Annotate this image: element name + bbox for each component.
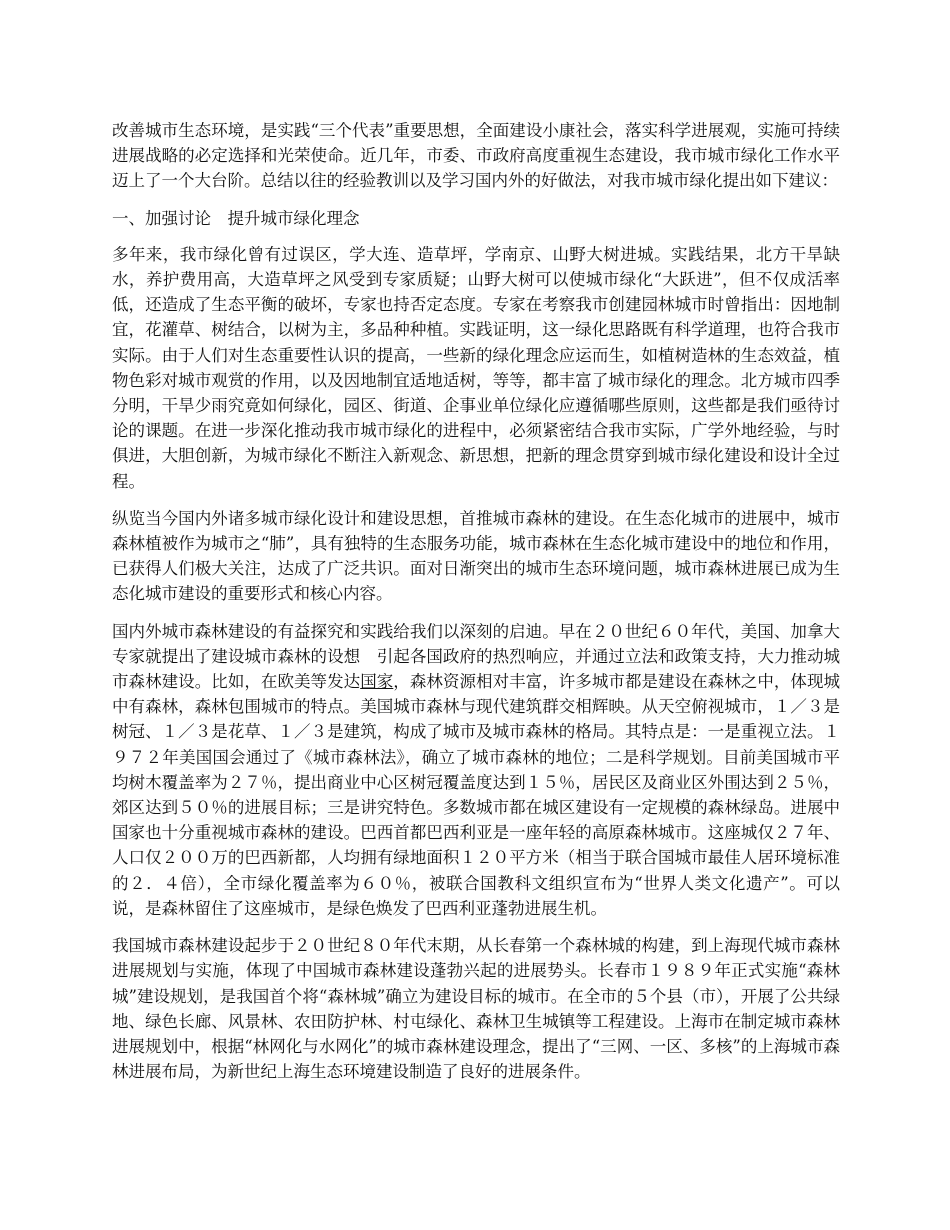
paragraph-china-experience: 我国城市森林建设起步于２０世纪８０年代末期，从长春第一个森林城的构建，到上海现代城市森林进展规划与实施，体现了中国城市森林建设蓬勃兴起的进展势头。长春市１９８９年正式实施“森林城”建设规划，是我国首个将“森林城”确立为建设目标的城市。在全市的５个县（市），开展了公共绿地、绿色长廊、风景林、农田防护林、村屯绿化、森林卫生城镇等工程建设。上海市在制定城市森林进展规划中，根据“林网化与水网化”的城市森林建设理念，提出了“三网、一区、多核”的上海城市森林进展布局，为新世纪上海生态环境建设制造了良好的进展条件。 — [112, 936, 840, 1082]
paragraph-urban-forest: 纵览当今国内外诸多城市绿化设计和建设思想，首推城市森林的建设。在生态化城市的进展中，城市森林植被作为城市之“肺”，具有独特的生态服务功能，城市森林在生态化城市建设中的地位和作用，已获得人们极大关注，达成了广泛共识。面对日渐突出的城市生态环境问题，城市森林进展已成为生态化城市建设的重要形式和核心内容。 — [112, 508, 840, 604]
paragraph-greening-concepts: 多年来，我市绿化曾有过误区，学大连、造草坪，学南京、山野大树进城。实践结果，北方干旱缺水，养护费用高，大造草坪之风受到专家质疑；山野大树可以使城市绿化“大跃进”，但不仅成活率低，还造成了生态平衡的破坏，专家也持否定态度。专家在考察我市创建园林城市时曾指出：因地制宜，花灌草、树结合，以树为主，多品种种植。实践证明，这一绿化思路既有科学道理，也符合我市实际。由于人们对生态重要性认识的提高，一些新的绿化理念应运而生，如植树造林的生态效益，植物色彩对城市观赏的作用，以及因地制宜适地适树，等等，都丰富了城市绿化的理念。北方城市四季分明，干旱少雨究竟如何绿化，园区、街道、企事业单位绿化应遵循哪些原则，这些都是我们亟待讨论的课题。在进一步深化推动我市城市绿化的进程中，必须紧密结合我市实际，广学外地经验，与时俱进，大胆创新，为城市绿化不断注入新观念、新思想，把新的理念贯穿到城市绿化建设和设计全过程。 — [112, 244, 840, 491]
section-heading: 一、加强讨论 提升城市绿化理念 — [112, 208, 360, 228]
country-link[interactable]: 国家 — [360, 672, 394, 692]
intro-paragraph: 改善城市生态环境，是实践“三个代表”重要思想，全面建设小康社会，落实科学进展观，实施可持续进展战略的必定选择和光荣使命。近几年，市委、市政府高度重视生态建设，我市城市绿化工作水平迈上了一个大台阶。总结以往的经验教训以及学习国内外的好做法，对我市城市绿化提出如下建议： — [112, 121, 840, 191]
paragraph-text: 国内外城市森林建设的有益探究和实践给我们以深刻的启迪。早在２０世纪６０年代，美国、加拿大专家就提出了建设城市森林的设想 引起各国政府的热烈响应，并通过立法和政策支持，大力推动城市森林建设。比如，在欧美等发达 — [112, 621, 840, 692]
document-body — [112, 118, 840, 1096]
paragraph-international-experience — [112, 619, 840, 921]
paragraph-text: ，森林资源相对丰富，许多城市都是建设在森林之中，体现城中有森林，森林包围城市的特点。美国城市森林与现代建筑群交相辉映。从天空俯视城市，１／３是树冠、１／３是花草、１／３是建筑，构成了城市及城市森林的格局。其特点是：一是重视立法。１９７２年美国国会通过了《城市森林法》，确立了城市森林的地位；二是科学规划。目前美国城市平均树木覆盖率为２７％，提出商业中心区树冠覆盖度达到１５％，居民区及商业区外围达到２５％，郊区达到５０％的进展目标；三是讲究特色。多数城市都在城区建设有一定规模的森林绿岛。进展中国家也十分重视城市森林的建设。巴西首都巴西利亚是一座年轻的高原森林城市。这座城仅２７年、人口仅２００万的巴西新都，人均拥有绿地面积１２０平方米（相当于联合国城市最佳人居环境标准的２．４倍），全市绿化覆盖率为６０％，被联合国教科文组织宣布为“世界人类文化遗产”。可以说，是森林留住了这座城市，是绿色焕发了巴西利亚蓬勃进展生机。 — [112, 672, 841, 918]
